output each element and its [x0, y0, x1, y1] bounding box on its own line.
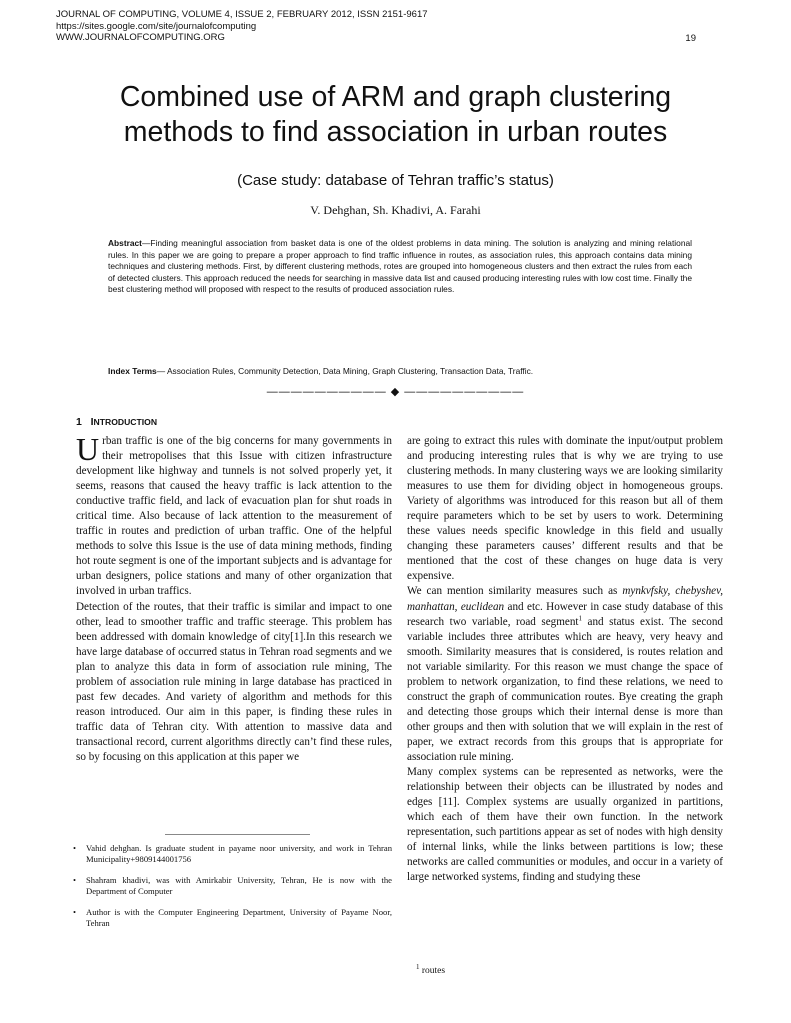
right-paragraph-2-end: and status exist. The second variable includes three attributes which are heavy, very heavy and smooth. Similarity measures that is considered, is routes relation and not variable similarity. For this reason we must change the space of problem to network organization, to find these relations, we need to construct the graph of communication routes. Bye creating the graph and detecting those groups which their internal dense is more than other groups and then with solution that we will explain in the rest of paper, we extract records from this groups that is appropriate for association rule mining. [407, 615, 723, 763]
title-line-2: methods to find association in urban routes [123, 116, 668, 148]
drop-cap: U [76, 431, 100, 467]
section-divider: —————————— ◆ —————————— [266, 386, 525, 398]
footnote-item: • Shahram khadivi, was with Amirkabir University, Tehran, He is now with the Department of Computer [62, 875, 392, 897]
intro-paragraph-1-text: rban traffic is one of the big concerns for many governments in their metropolises that this Issue with citizen infrastructure development like highway and tunnels is not solved properly yet, it seems, reasons that caused the heavy traffic is lack attention to the conductive traffic field, and lack of evacuation plan for shut roads in critical time. Also because of lack attention to the measurement of traffic in routes and prediction of urban traffic. One of the helpful methods to solve this Issue is the use of data mining methods, finding hot route segment is one of the important subjects and is advantage for urban designers, police stations and many of other organization that involved in urban traffics. [76, 435, 392, 598]
abstract-label: Abstract [108, 238, 142, 248]
footnote-text: routes [419, 966, 446, 976]
paper-subtitle: (Case study: database of Tehran traffic’s status) [237, 172, 554, 189]
similarity-measures-list: mynkvfsky, chebyshev, manhattan, euclidean [407, 585, 724, 613]
right-paragraph-2 [407, 584, 723, 765]
right-paragraph-3: Many complex systems can be represented as networks, were the relationship between their objects can be illustrated by nodes and edges [11]. Complex systems are usually organized in partitions, which each of them have their own function. In the network representation, such partitions appear as set of nodes with high density of internal links, while the links between partitions is low; these networks are called communities or modules, and occur in a variety of large networked systems, finding and studying these [407, 766, 723, 884]
index-terms [108, 366, 692, 376]
section-heading [76, 416, 157, 428]
paper-title [40, 80, 751, 150]
journal-site[interactable]: WWW.JOURNALOFCOMPUTING.ORG [56, 32, 225, 43]
footnote-ref[interactable]: 1 [578, 613, 583, 622]
right-paragraph-1: are going to extract this rules with dominate the input/output problem and producing interesting rules that is why we are trying to use clustering methods. In many clustering ways we are looking similarity measures to use them for dividing object in homogeneous groups. Variety of algorithms was introduced for this reason but all of them require parameters which to be set by users to work. Determining these values needs specific knowledge in this field and usually changing these parameters causes’ different results and that be mentioned that the cost of these changes on huge data is very expensive. [407, 435, 723, 583]
abstract-text: —Finding meaningful association from basket data is one of the oldest problems in data mining. The solution is analyzing and mining relational rules. In this paper we are going to prepare a proper approach to find traffic influence in routes, as association rules, this approach contains data mining techniques and clustering methods. First, by different clustering methods, rotes are grouped into homogeneous clusters and then extract the rules from each of detected clusters. This approach reduced the needs for searching in massive data list and caused producing interesting rules with low cost time. Finally the best clustering method will proposed with respect to the results of produced association rules. [108, 238, 692, 295]
author-footnotes [62, 843, 392, 939]
journal-url[interactable]: https://sites.google.com/site/journalofcomputing [56, 20, 257, 32]
intro-paragraph-1 [76, 431, 392, 600]
abstract [108, 238, 692, 296]
footnote-item: • Author is with the Computer Engineering Department, University of Payame Noor, Tehran [62, 907, 392, 929]
title-line-1: Combined use of ARM and graph clustering [119, 81, 672, 113]
running-header [56, 9, 736, 44]
footnote-rule [165, 834, 310, 835]
footnote-routes [416, 962, 446, 976]
page-number: 19 [685, 33, 696, 44]
index-terms-label: Index Terms [108, 366, 157, 376]
section-number: 1 [76, 416, 82, 428]
journal-line: JOURNAL OF COMPUTING, VOLUME 4, ISSUE 2, FEBRUARY 2012, ISSN 2151-9617 [56, 9, 428, 20]
footnote-item: • Vahid dehghan. Is graduate student in payame noor university, and work in Tehran Municipality+9809144001756 [62, 843, 392, 865]
left-column [76, 431, 392, 765]
intro-paragraph-2: Detection of the routes, that their traffic is similar and impact to one other, lead to smoother traffic and traffic steerage. This problem has been addressed with domain knowledge of city[1].In this research we have large database of occurred status in Tehran road segments and we plan to analyze this data in form of association rule mining, The problem of association rule mining in large database has practiced in past few decades. And variety of algorithm and methods for this reason introduced. Our aim in this paper, is finding these rules in traffic data of Tehran city. With attention to massive data and transactional record, current algorithms directly can’t find these rules, so by focusing on this application at this paper we [76, 600, 392, 763]
author-list: V. Dehghan, Sh. Khadivi, A. Farahi [310, 203, 481, 217]
section-title-initial: I [90, 416, 94, 428]
right-paragraph-2-mid: and etc. However in case study database of this research two variable, road segment [407, 600, 723, 628]
footnote-mark: 1 [416, 962, 420, 971]
section-title-rest: NTRODUCTION [93, 417, 158, 427]
index-terms-text: — Association Rules, Community Detection, Data Mining, Graph Clustering, Transaction Data, Traffic. [156, 366, 534, 376]
right-column [407, 434, 723, 885]
right-paragraph-2-start: We can mention similarity measures such as [407, 585, 623, 598]
